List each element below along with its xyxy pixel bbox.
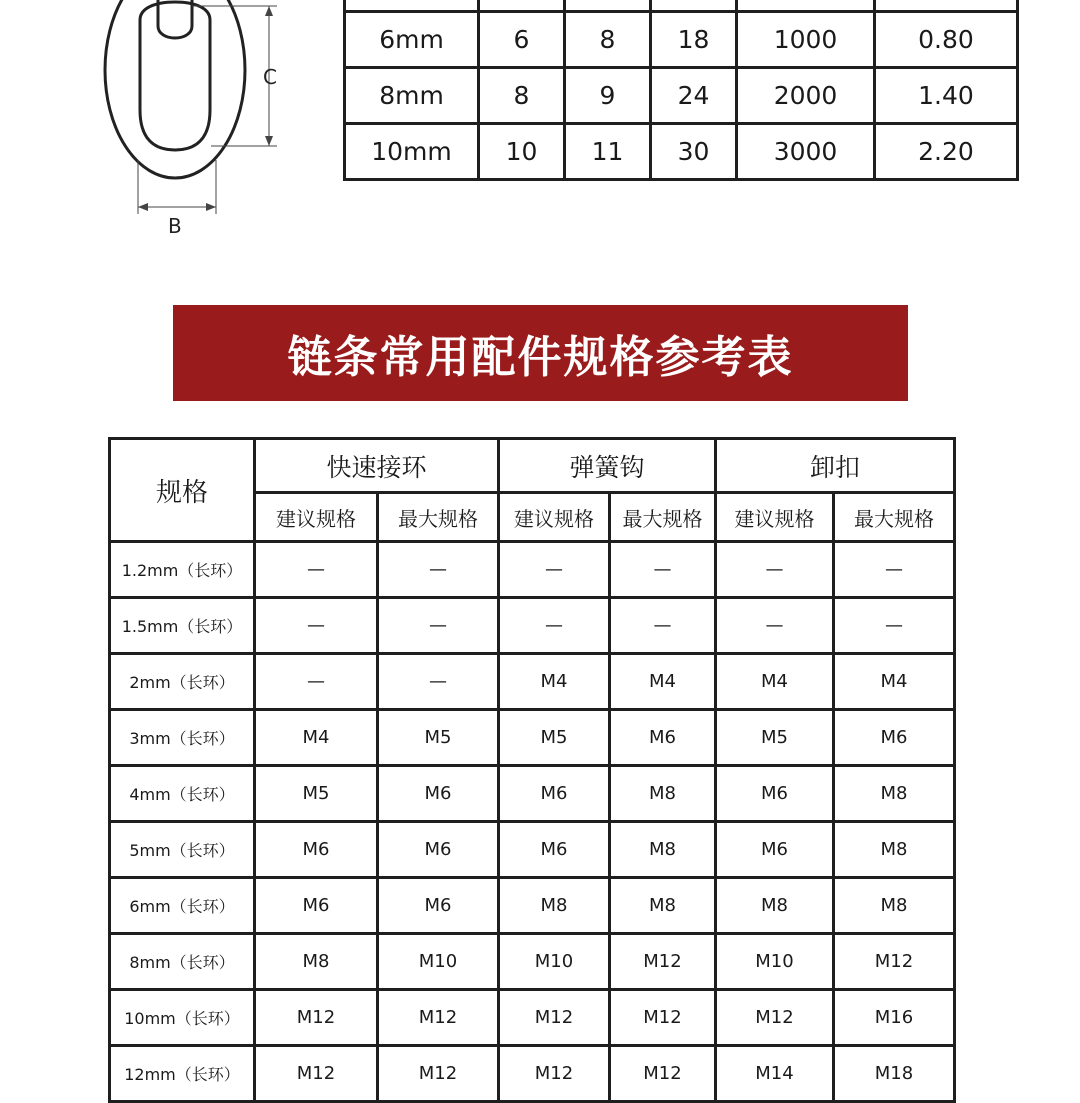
table-cell: M6 xyxy=(255,822,378,878)
table-cell: 30 xyxy=(651,124,737,180)
table-row xyxy=(345,68,1018,124)
table-row xyxy=(110,542,955,598)
table-cell: M8 xyxy=(255,934,378,990)
table-cell xyxy=(737,0,875,12)
row-spec: 10mm（长环） xyxy=(110,990,255,1046)
sub-header-recommended: 建议规格 xyxy=(716,493,834,542)
table-cell: M8 xyxy=(610,766,716,822)
row-spec: 4mm（长环） xyxy=(110,766,255,822)
table-cell: 18 xyxy=(651,12,737,68)
dimension-label-b: B xyxy=(168,214,182,238)
table-cell: M12 xyxy=(378,990,499,1046)
table-cell: 11 xyxy=(565,124,651,180)
table-row xyxy=(110,710,955,766)
table-cell: — xyxy=(716,598,834,654)
table-cell: M8 xyxy=(610,878,716,934)
row-spec: 1.5mm（长环） xyxy=(110,598,255,654)
table-cell: M12 xyxy=(255,990,378,1046)
table-cell: M5 xyxy=(255,766,378,822)
table-cell: 9 xyxy=(565,68,651,124)
table-cell: 2.20 xyxy=(875,124,1018,180)
table-cell: — xyxy=(716,542,834,598)
table-cell xyxy=(479,0,565,12)
table-cell: M12 xyxy=(499,1046,610,1102)
row-spec: 3mm（长环） xyxy=(110,710,255,766)
table-row xyxy=(110,766,955,822)
table-cell: 0.80 xyxy=(875,12,1018,68)
table-cell: — xyxy=(378,654,499,710)
table-cell: — xyxy=(499,598,610,654)
sub-header-maximum: 最大规格 xyxy=(610,493,716,542)
table-header-row xyxy=(110,439,955,493)
table-cell: M6 xyxy=(499,822,610,878)
table-cell: — xyxy=(834,542,955,598)
table-cell xyxy=(345,0,479,12)
table-cell xyxy=(875,0,1018,12)
table-cell: — xyxy=(255,654,378,710)
table-cell: M10 xyxy=(716,934,834,990)
table-cell xyxy=(651,0,737,12)
table-cell: M12 xyxy=(499,990,610,1046)
banner-title: 链条常用配件规格参考表 xyxy=(173,305,908,401)
table-row xyxy=(110,822,955,878)
table-cell: 1000 xyxy=(737,12,875,68)
table-cell: M6 xyxy=(716,766,834,822)
table-cell: M5 xyxy=(716,710,834,766)
dimension-label-c: C xyxy=(263,65,277,89)
table-row xyxy=(110,934,955,990)
table-cell: M6 xyxy=(378,878,499,934)
table-cell: M8 xyxy=(834,766,955,822)
table-cell: M6 xyxy=(716,822,834,878)
table-cell xyxy=(565,0,651,12)
row-spec: 2mm（长环） xyxy=(110,654,255,710)
table-cell: M12 xyxy=(610,1046,716,1102)
group-header-spring-hook: 弹簧钩 xyxy=(499,439,716,493)
table-cell: M4 xyxy=(255,710,378,766)
table-cell: — xyxy=(255,598,378,654)
row-spec: 5mm（长环） xyxy=(110,822,255,878)
table-cell: M6 xyxy=(378,766,499,822)
table-cell: M6 xyxy=(378,822,499,878)
table-cell: — xyxy=(499,542,610,598)
table-cell: 24 xyxy=(651,68,737,124)
link-dimension-table xyxy=(343,0,1019,181)
sub-header-maximum: 最大规格 xyxy=(834,493,955,542)
sub-header-recommended: 建议规格 xyxy=(499,493,610,542)
table-cell: — xyxy=(610,598,716,654)
table-cell: M8 xyxy=(610,822,716,878)
table-row xyxy=(345,124,1018,180)
sub-header-recommended: 建议规格 xyxy=(255,493,378,542)
spec-column-header: 规格 xyxy=(110,439,255,542)
table-cell: M12 xyxy=(610,990,716,1046)
table-cell: 10mm xyxy=(345,124,479,180)
table-cell: M6 xyxy=(255,878,378,934)
table-cell: M12 xyxy=(834,934,955,990)
table-row xyxy=(345,0,1018,12)
table-cell: M18 xyxy=(834,1046,955,1102)
table-row xyxy=(110,654,955,710)
table-cell: M16 xyxy=(834,990,955,1046)
group-header-shackle: 卸扣 xyxy=(716,439,955,493)
table-cell: M6 xyxy=(499,766,610,822)
table-cell: — xyxy=(255,542,378,598)
table-cell: M4 xyxy=(834,654,955,710)
table-cell: M8 xyxy=(834,822,955,878)
table-cell: 6 xyxy=(479,12,565,68)
table-cell: M14 xyxy=(716,1046,834,1102)
table-cell: M8 xyxy=(834,878,955,934)
table-cell: 3000 xyxy=(737,124,875,180)
table-cell: M12 xyxy=(255,1046,378,1102)
table-cell: M4 xyxy=(610,654,716,710)
row-spec: 1.2mm（长环） xyxy=(110,542,255,598)
table-row xyxy=(110,598,955,654)
accessory-spec-table xyxy=(108,437,956,1103)
chain-link-diagram xyxy=(95,0,295,240)
table-cell: 8mm xyxy=(345,68,479,124)
table-cell: M5 xyxy=(499,710,610,766)
sub-header-maximum: 最大规格 xyxy=(378,493,499,542)
table-cell: M4 xyxy=(716,654,834,710)
table-cell: — xyxy=(610,542,716,598)
group-header-quick-link: 快速接环 xyxy=(255,439,499,493)
table-cell: — xyxy=(378,598,499,654)
row-spec: 6mm（长环） xyxy=(110,878,255,934)
table-cell: 8 xyxy=(479,68,565,124)
table-cell: M5 xyxy=(378,710,499,766)
table-cell: M4 xyxy=(499,654,610,710)
table-cell: 1.40 xyxy=(875,68,1018,124)
table-cell: 8 xyxy=(565,12,651,68)
table-cell: M12 xyxy=(378,1046,499,1102)
table-cell: M6 xyxy=(610,710,716,766)
table-cell: M8 xyxy=(716,878,834,934)
table-cell: M10 xyxy=(499,934,610,990)
row-spec: 8mm（长环） xyxy=(110,934,255,990)
table-cell: M6 xyxy=(834,710,955,766)
table-row xyxy=(110,1046,955,1102)
table-cell: M8 xyxy=(499,878,610,934)
row-spec: 12mm（长环） xyxy=(110,1046,255,1102)
table-cell: M12 xyxy=(716,990,834,1046)
table-cell: 10 xyxy=(479,124,565,180)
table-cell: 2000 xyxy=(737,68,875,124)
table-cell: 6mm xyxy=(345,12,479,68)
table-cell: M10 xyxy=(378,934,499,990)
table-cell: — xyxy=(834,598,955,654)
table-row xyxy=(110,990,955,1046)
table-cell: M12 xyxy=(610,934,716,990)
table-row xyxy=(110,878,955,934)
table-row xyxy=(345,12,1018,68)
table-cell: — xyxy=(378,542,499,598)
